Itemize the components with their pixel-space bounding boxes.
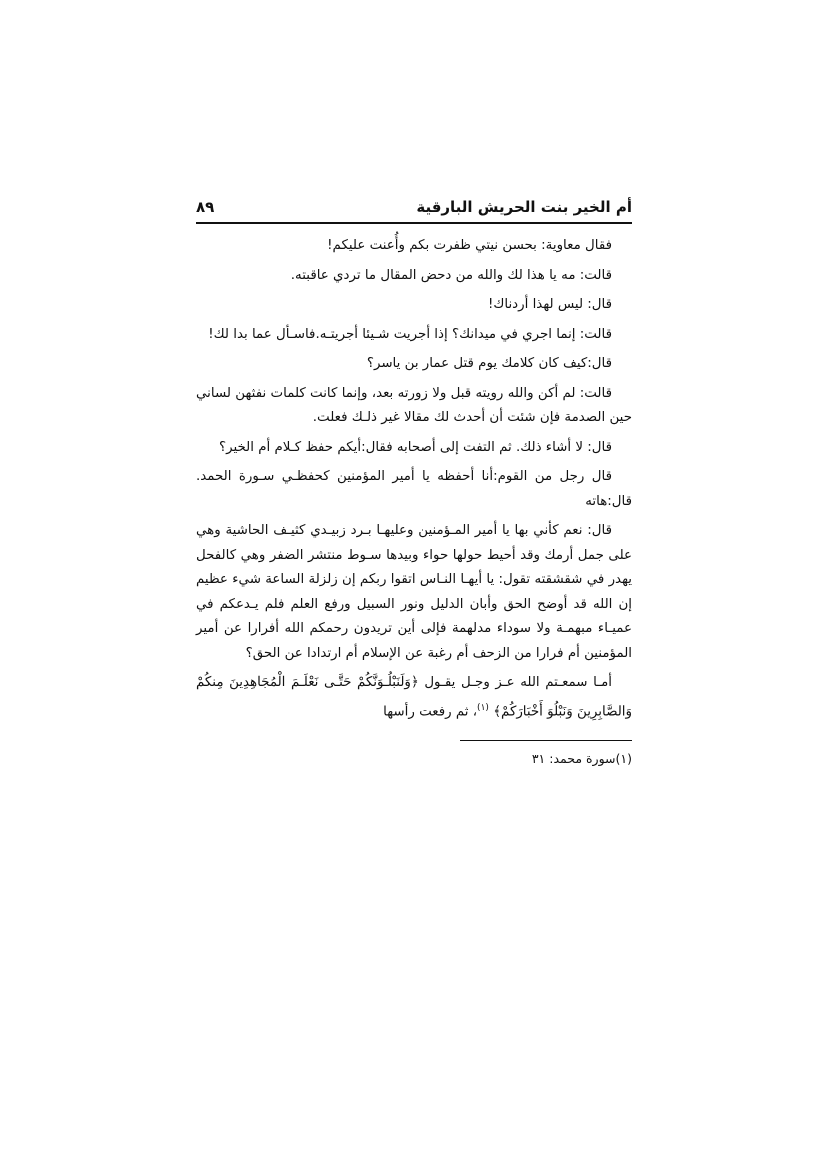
paragraph: قالت: لم أكن والله رويته قبل ولا زورته بعد، وإنما كانت كلمات نفثهن لساني حين الصدمة فإن شئت أن أحدث لك مقالا غير ذلـك فعلت. bbox=[196, 385, 632, 425]
page-header bbox=[196, 192, 632, 224]
paragraph: قال: ليس لهذا أردناك! bbox=[487, 297, 612, 312]
page-body bbox=[196, 234, 632, 724]
footnote-marker: (١) bbox=[477, 702, 489, 713]
paragraph: قالت: إنما اجري في ميدانك؟ إذا أجريت شـيئا أجريتـه.فاسـأل عما بدا لك! bbox=[208, 326, 612, 342]
running-title: أم الخير بنت الحريش البارقية bbox=[416, 198, 632, 216]
paragraph: قال:كيف كان كلامك يوم قتل عمار بن ياسر؟ bbox=[366, 356, 612, 371]
paragraph: قالت: مه يا هذا لك والله من دحض المقال ما تردي عاقبته. bbox=[290, 267, 612, 283]
text: ، ثم رفعت رأسها bbox=[383, 703, 478, 719]
paragraph: فقال معاوية: بحسن نيتي ظفرت بكم وأُعنت عليكم! bbox=[327, 238, 612, 253]
book-page bbox=[196, 192, 632, 766]
page-number: ٨٩ bbox=[196, 198, 215, 216]
text: أمـا سمعـتم الله عـز وجـل يقـول bbox=[418, 675, 612, 690]
paragraph-with-quran-quote bbox=[196, 671, 632, 724]
paragraph: قال رجل من القوم:أنا أحفظه يا أمير المؤمنين كحفظـي سـورة الحمد. قال:هاته bbox=[196, 469, 632, 509]
paragraph: قال: نعم كأني بها يا أمير المـؤمنين وعليهـا بـرد زبيـدي كثيـف الحاشية وهي على جمل أرمك وقد أحيط حولها حواء وبيدها سـوط منتشر الضفر وهي كالفحل يهدر في شقشقته تقول: يا أيهـا النـاس اتقوا ربكم إن زلزلة الساعة شيء عظيم إن الله قد أوضح الحق وأبان الدليل ونور السبيل ورفع العلم فلم يـدعكم في عميـاء مبهمـة ولا سوداء مدلهمة فإلى أين تريدون رحمكم الله أفرارا عن أمير المؤمنين أم فرارا من الزحف أم رغبة عن الإسلام أم ارتدادا عن الحق؟ bbox=[196, 523, 632, 661]
paragraph: قال: لا أشاء ذلك. ثم التفت إلى أصحابه فقال:أيكم حفظ كـلام أم الخير؟ bbox=[218, 439, 612, 455]
quran-quote: ﴿وَلَنَبْلُـوَنَّكُمْ حَتَّـى نَعْلَـمَ الْمُجَاهِدِينَ مِنكُمْ وَالصَّابِرِينَ وَنَبْلُوَ أَخْبَارَكُمْ﴾ bbox=[196, 675, 632, 719]
footnote: (١)سورة محمد: ٣١ bbox=[531, 751, 632, 767]
footnote-divider bbox=[460, 740, 632, 741]
